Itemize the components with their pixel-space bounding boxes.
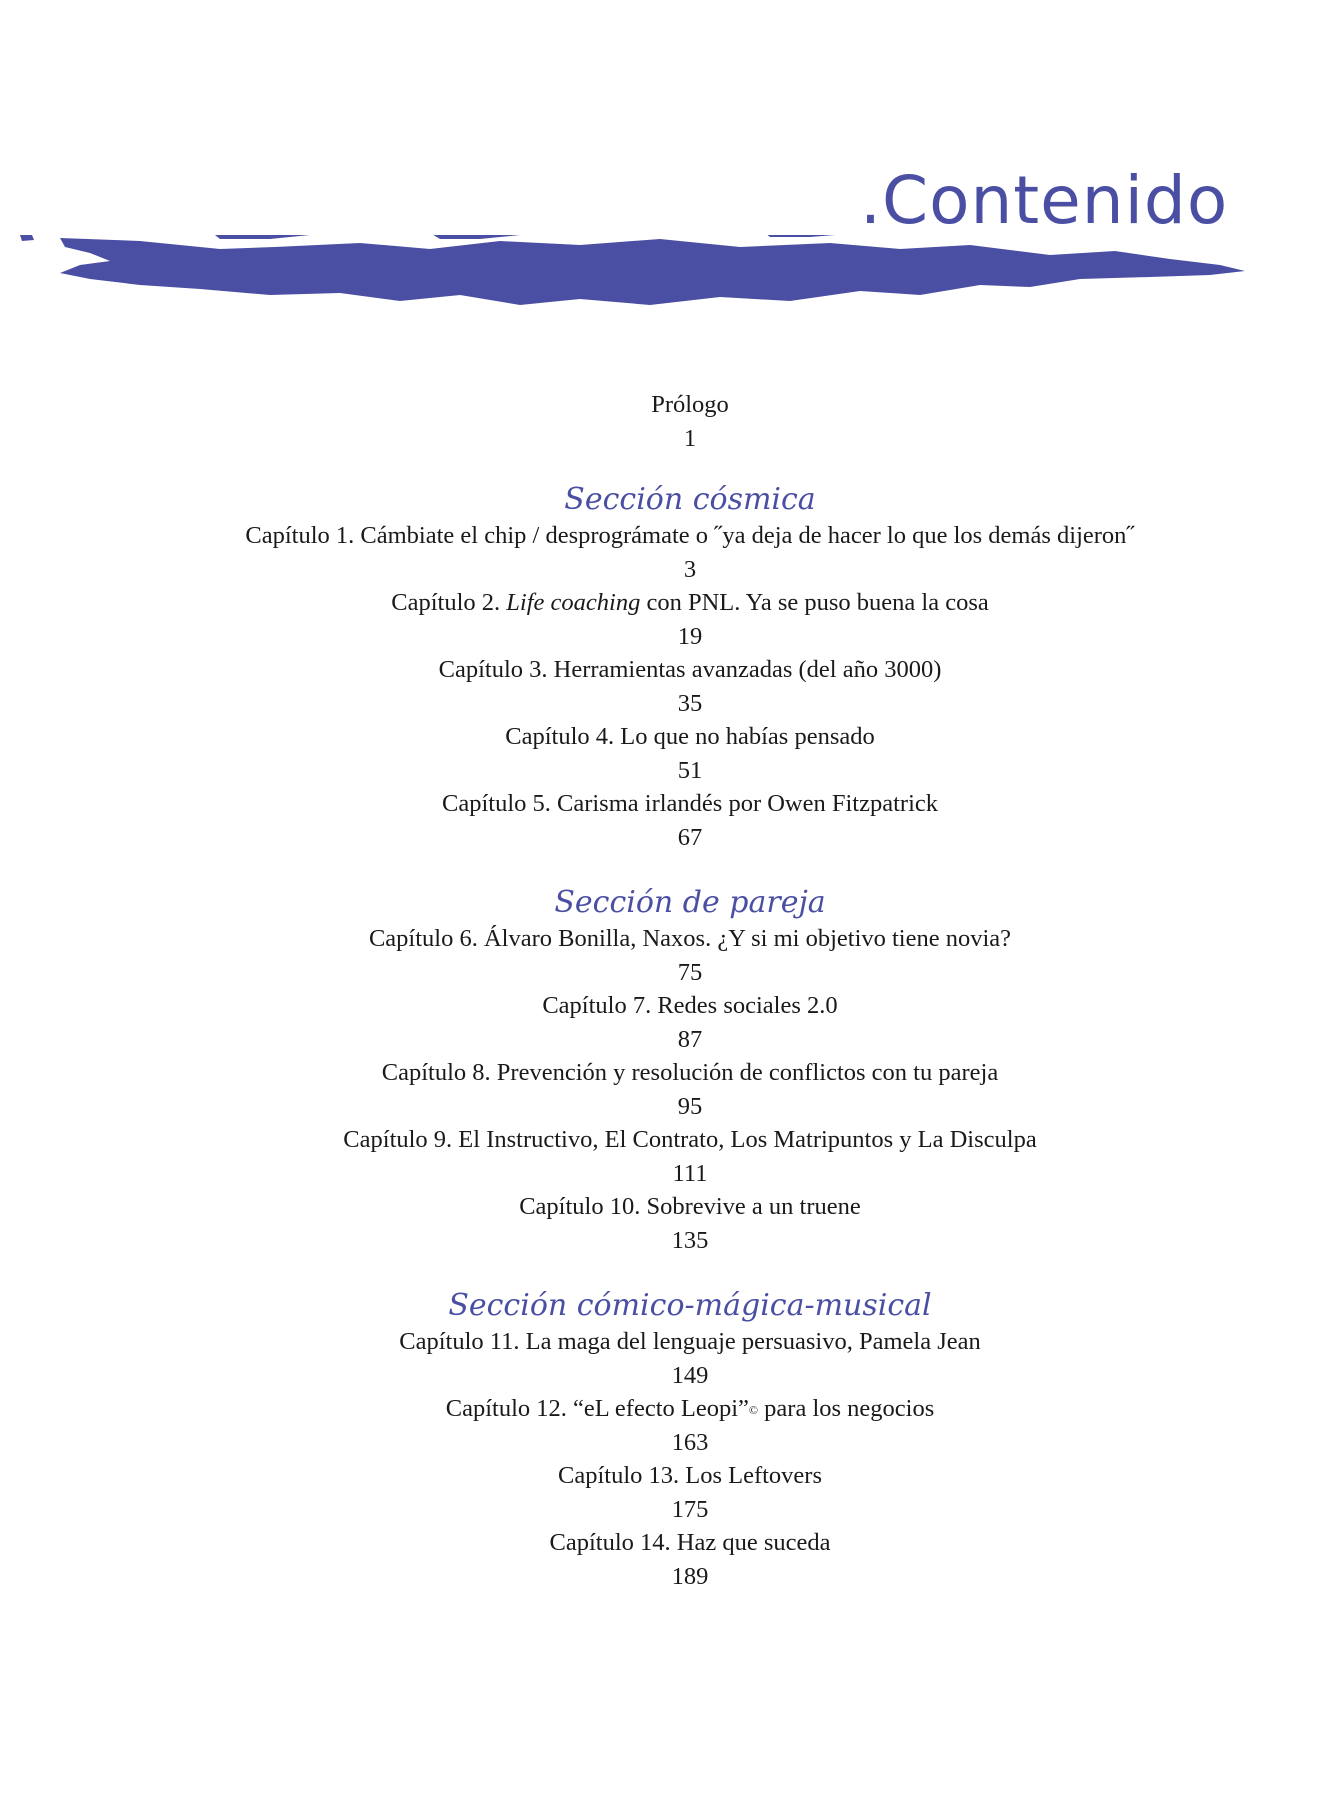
toc-entry-label: Capítulo 6. Álvaro Bonilla, Naxos. ¿Y si mi objetivo tiene novia? bbox=[368, 925, 1012, 952]
toc-entry-page: 149 bbox=[671, 1361, 709, 1389]
toc-entry-page: 67 bbox=[677, 823, 703, 851]
toc-entry-label: Prólogo bbox=[651, 391, 729, 418]
toc-entry-label: Capítulo 12. “eL efecto Leopi”© para los negocios bbox=[445, 1395, 935, 1422]
toc-entry-page: 75 bbox=[677, 958, 703, 986]
toc-entry-label: Capítulo 14. Haz que suceda bbox=[549, 1529, 831, 1556]
toc-entry-page: 87 bbox=[677, 1025, 703, 1053]
toc-entry-page: 3 bbox=[683, 555, 697, 583]
toc-entry-chapter-5[interactable] bbox=[0, 787, 1323, 854]
copyright-mark: © bbox=[748, 1403, 759, 1417]
section-heading-comico-magica-musical: Sección cómico-mágica-musical bbox=[448, 1288, 932, 1323]
brush-stroke-decoration bbox=[20, 235, 1250, 315]
toc-entry-page: 189 bbox=[671, 1562, 709, 1590]
toc-entry-label: Capítulo 2. Life coaching con PNL. Ya se puso buena la cosa bbox=[391, 589, 989, 616]
toc-entry-label: Capítulo 1. Cámbiate el chip / desprográmate o ˝ya deja de hacer lo que los demás dijeron˝ bbox=[245, 522, 1135, 549]
toc-entry-chapter-8[interactable] bbox=[0, 1056, 1323, 1123]
section-heading-cosmica: Sección cósmica bbox=[564, 482, 816, 517]
toc-entry-chapter-13[interactable] bbox=[0, 1459, 1323, 1526]
toc-entry-page: 19 bbox=[677, 622, 703, 650]
toc-entry-label: Capítulo 8. Prevención y resolución de conflictos con tu pareja bbox=[381, 1059, 999, 1086]
toc-entry-page: 163 bbox=[671, 1428, 709, 1456]
section-heading-pareja: Sección de pareja bbox=[554, 885, 826, 920]
toc-entry-chapter-3[interactable] bbox=[0, 653, 1323, 720]
page-header bbox=[0, 0, 1323, 330]
toc-entry-label: Capítulo 9. El Instructivo, El Contrato, Los Matripuntos y La Disculpa bbox=[343, 1126, 1037, 1153]
toc-entry-page: 1 bbox=[683, 424, 697, 452]
toc-entry-page: 111 bbox=[672, 1159, 708, 1187]
toc-entry-label: Capítulo 13. Los Leftovers bbox=[557, 1462, 822, 1489]
toc-entry-chapter-14[interactable] bbox=[0, 1526, 1323, 1593]
toc-entry-label: Capítulo 10. Sobrevive a un truene bbox=[519, 1193, 861, 1220]
toc-entry-chapter-12[interactable] bbox=[0, 1392, 1323, 1459]
toc-entry-chapter-7[interactable] bbox=[0, 989, 1323, 1056]
toc-entry-label: Capítulo 11. La maga del lenguaje persuasivo, Pamela Jean bbox=[399, 1328, 981, 1355]
toc-entry-page: 35 bbox=[677, 689, 703, 717]
toc-entry-label: Capítulo 3. Herramientas avanzadas (del año 3000) bbox=[438, 656, 942, 683]
toc-entry-chapter-9[interactable] bbox=[0, 1123, 1323, 1190]
toc-entry-label: Capítulo 7. Redes sociales 2.0 bbox=[542, 992, 838, 1019]
page-title: .Contenido bbox=[860, 162, 1229, 239]
toc-entry-chapter-10[interactable] bbox=[0, 1190, 1323, 1257]
toc-entry-chapter-1[interactable] bbox=[0, 519, 1323, 586]
toc-entry-page: 175 bbox=[671, 1495, 709, 1523]
toc-entry-page: 135 bbox=[671, 1226, 709, 1254]
toc-entry-chapter-4[interactable] bbox=[0, 720, 1323, 787]
toc-entry-prologue[interactable] bbox=[0, 388, 1323, 455]
table-of-contents bbox=[0, 388, 1323, 1593]
toc-entry-page: 95 bbox=[677, 1092, 703, 1120]
toc-entry-label: Capítulo 4. Lo que no habías pensado bbox=[505, 723, 875, 750]
toc-entry-page: 51 bbox=[677, 756, 703, 784]
toc-entry-label: Capítulo 5. Carisma irlandés por Owen Fitzpatrick bbox=[441, 790, 939, 817]
toc-entry-chapter-2[interactable] bbox=[0, 586, 1323, 653]
toc-entry-chapter-11[interactable] bbox=[0, 1325, 1323, 1392]
toc-entry-chapter-6[interactable] bbox=[0, 922, 1323, 989]
